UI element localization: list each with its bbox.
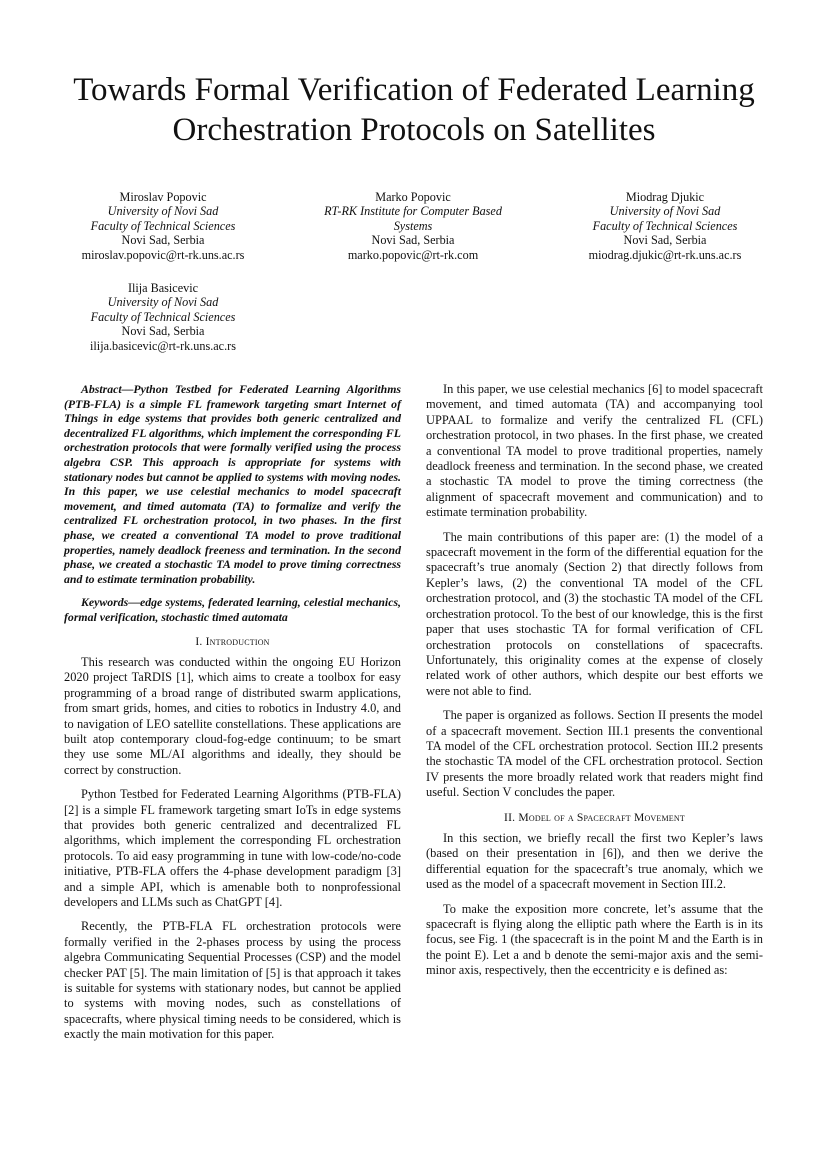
section-number: I. xyxy=(195,634,203,648)
author-affiliation: University of Novi Sad xyxy=(107,204,219,219)
title-line-2: Orchestration Protocols on Satellites xyxy=(172,112,656,148)
author-affiliation: University of Novi Sad xyxy=(107,295,219,310)
model-paragraph: To make the exposition more concrete, let’s assume that the spacecraft is flying along the elliptic path where the Earth is in its focus, see Fig. 1 (the spacecraft is in the point M and the Earth is in the point E). Let a and b denote the semi-major axis and the semi-minor axis, respectively, then the eccentricity e is defined as: xyxy=(426,901,763,978)
intro-paragraph: The main contributions of this paper are: (1) the model of a spacecraft movement in the form of the differential equation for the spacecraft’s true anomaly (Section 2) that directly follows from Kepler’s laws, (2) the conventional TA model of the CFL orchestration protocol, and (3) the stochastic TA model of the CFL orchestration protocol. To the best of our knowledge, this is the first paper that uses stochastic TA for formal verification of CFL orchestration protocols on constellations of spacecrafts. Unfortunately, this originality comes at the expense of closely related work of other authors, which despite our best efforts we were not able to find. xyxy=(426,529,763,698)
author-affiliation: Systems xyxy=(393,218,433,233)
intro-paragraph: Python Testbed for Federated Learning Algorithms (PTB-FLA) [2] is a simple FL framework targeting smart IoTs in edge systems that provides both generic centralized and decentralized FL algorithms, which implement the corresponding FL orchestration protocols. To aid easy programming in tune with low-code/no-code initiative, PTB-FLA offers the 4-phase development paradigm [3] and a simple API, which is amenable both to nonprofessional developers and LLMs such as ChatGPT [4]. xyxy=(64,787,401,909)
section-title: Model of a Spacecraft Movement xyxy=(518,810,685,824)
model-paragraph: In this section, we briefly recall the first two Kepler’s laws (based on their presentation in [6]), and then we derive the differential equation for the spacecraft’s true anomaly, which we used as the model of a spacecraft movement in Section III.2. xyxy=(426,830,763,892)
left-column xyxy=(64,382,401,1052)
author-name: Miroslav Popovic xyxy=(119,190,207,204)
section-heading-introduction xyxy=(64,634,401,649)
author-email[interactable]: miroslav.popovic@rt-rk.uns.ac.rs xyxy=(81,247,245,262)
author-block-2 xyxy=(303,190,523,262)
author-email[interactable]: marko.popovic@rt-rk.com xyxy=(347,247,479,262)
author-affiliation: RT-RK Institute for Computer Based xyxy=(324,204,502,219)
keywords: Keywords—edge systems, federated learning, celestial mechanics, formal verification, stochastic timed automata xyxy=(64,595,401,624)
author-block-4 xyxy=(53,281,273,353)
author-block-1 xyxy=(53,190,273,262)
author-affiliation: Faculty of Technical Sciences xyxy=(90,309,236,324)
abstract: Abstract—Python Testbed for Federated Learning Algorithms (PTB-FLA) is a simple FL framework targeting smart Internet of Things in edge systems that provides both generic centralized and decentralized FL algorithms, which implement the corresponding FL orchestration protocols that were formally verified using the process algebra CSP. This approach is appropriate for systems with stationary nodes but cannot be applied to systems with moving nodes. In this paper, we use celestial mechanics to model spacecraft movement, and timed automata (TA) to formalize and verify the centralized FL orchestration protocol, in two phases. In the first phase, we created a conventional TA model to prove traditional properties, namely deadlock freeness and termination. In the second phase, we created a stochastic TA model to prove timing correctness and to estimate termination probability. xyxy=(64,382,401,586)
author-affiliation: Faculty of Technical Sciences xyxy=(592,218,738,233)
author-affiliation: University of Novi Sad xyxy=(609,204,721,219)
author-email[interactable]: miodrag.djukic@rt-rk.uns.ac.rs xyxy=(588,247,742,262)
paper-title xyxy=(0,70,828,150)
intro-paragraph: This research was conducted within the ongoing EU Horizon 2020 project TaRDIS [1], which aims to create a toolbox for easy programming of a broad range of distributed swarm applications, from smart grids, homes, and cities to robotics in Industry 4.0, and to navigation of LEO satellite constellations. These applications are built atop contemporary cloud-fog-edge continuum; to be smart they use some ML/AI algorithms and ideally, they should be correct by construction. xyxy=(64,654,401,777)
author-affiliation: Faculty of Technical Sciences xyxy=(90,218,236,233)
intro-paragraph: In this paper, we use celestial mechanics [6] to model spacecraft movement, and timed automata (TA) and accompanying tool UPPAAL to formalize and verify the centralized FL (CFL) orchestration protocol, in two phases. In the first phase, we created a conventional TA model to prove traditional properties, namely deadlock freeness and termination. In the second phase, we created a stochastic TA model to prove the timing correctness (the alignment of spacecraft movement and communication) and to estimate termination probability. xyxy=(426,382,763,520)
right-column xyxy=(426,382,763,988)
title-line-1: Towards Formal Verification of Federated Learning xyxy=(73,72,755,108)
intro-paragraph: Recently, the PTB-FLA FL orchestration protocols were formally verified in the 2-phases process by using the process algebra Communicating Sequential Processes (CSP) and the model checker PAT [5]. The main limitation of [5] is that approach it takes is suitable for systems with stationary nodes, but cannot be applied to systems with moving nodes, such as constellations of spacecrafts, where physical timing needs to be considered, which is exactly the main motivation for this paper. xyxy=(64,919,401,1042)
author-name: Miodrag Djukic xyxy=(625,190,705,204)
author-location: Novi Sad, Serbia xyxy=(371,233,455,248)
section-title: Introduction xyxy=(205,634,270,648)
author-name: Marko Popovic xyxy=(375,190,451,204)
author-location: Novi Sad, Serbia xyxy=(623,233,707,248)
author-location: Novi Sad, Serbia xyxy=(121,233,205,248)
section-number: II. xyxy=(504,810,516,824)
author-name: Ilija Basicevic xyxy=(127,281,199,295)
section-heading-model xyxy=(426,810,763,825)
author-location: Novi Sad, Serbia xyxy=(121,324,205,339)
intro-paragraph: The paper is organized as follows. Section II presents the model of a spacecraft movement. Section III.1 presents the conventional TA model of the CFL orchestration protocol. Section III.2 presents the stochastic TA model of the CFL orchestration protocol. Section IV presents the more broadly related work that readers might find useful. Section V concludes the paper. xyxy=(426,708,763,800)
author-block-3 xyxy=(555,190,775,262)
author-email[interactable]: ilija.basicevic@rt-rk.uns.ac.rs xyxy=(90,338,236,353)
